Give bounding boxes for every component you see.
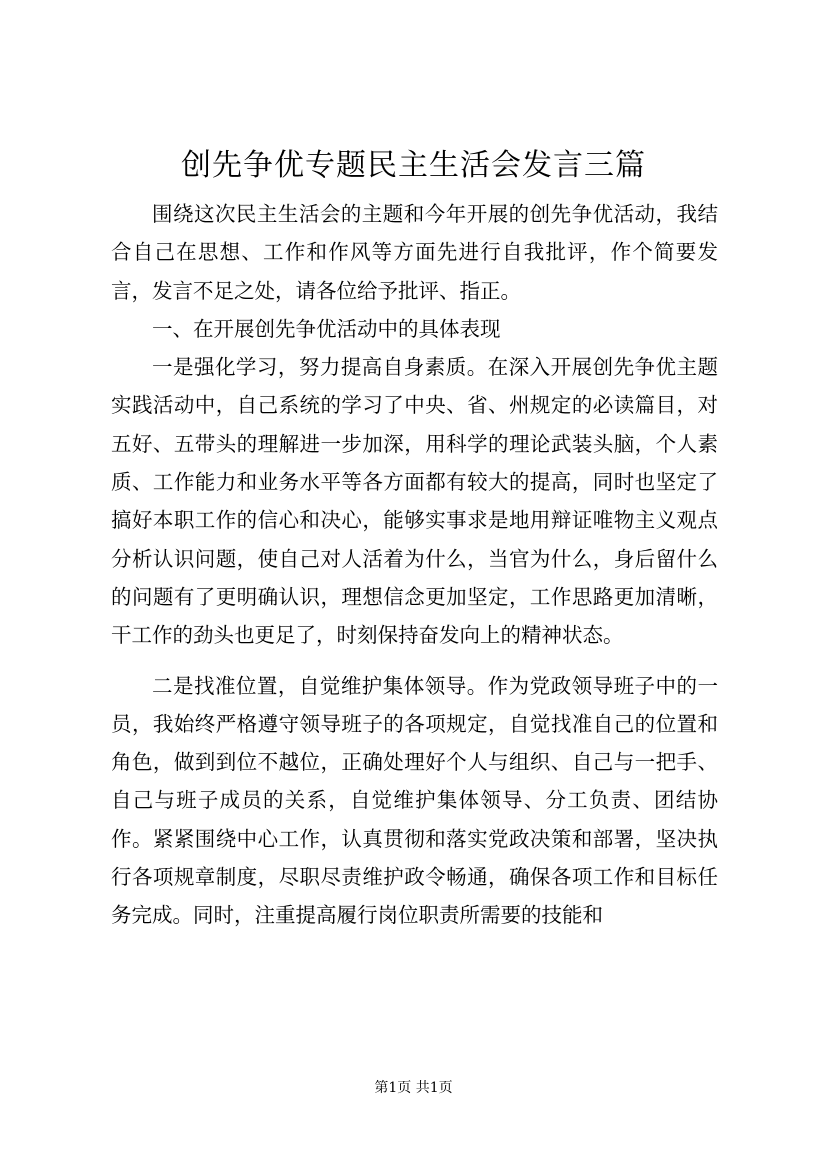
page-footer: 第1页 共1页 bbox=[374, 1080, 453, 1096]
document-body bbox=[111, 195, 718, 935]
document-title: 创先争优专题民主生活会发言三篇 bbox=[181, 148, 646, 183]
paragraph-gap bbox=[111, 655, 718, 667]
paragraph-intro: 围绕这次民主生活会的主题和今年开展的创先争优活动，我结合自己在思想、工作和作风等方面先进行自我批评，作个简要发言，发言不足之处，请各位给予批评、指正。 bbox=[111, 202, 718, 303]
section-heading: 一、在开展创先争优活动中的具体表现 bbox=[152, 316, 501, 341]
paragraph-position: 二是找准位置，自觉维护集体领导。作为党政领导班子中的一员，我始终严格遵守领导班子的各项规定，自觉找准自己的位置和角色，做到到位不越位，正确处理好个人与组织、自己与一把手、自己与班子成员的关系，自觉维护集体领导、分工负责、团结协作。紧紧围绕中心工作，认真贯彻和落实党政决策和部署，坚决执行各项规章制度，尽职尽责维护政令畅通，确保各项工作和目标任务完成。同时，注重提高履行岗位职责所需要的技能和 bbox=[111, 673, 718, 928]
paragraph-study: 一是强化学习，努力提高自身素质。在深入开展创先争优主题实践活动中，自己系统的学习了中央、省、州规定的必读篇目，对五好、五带头的理解进一步加深，用科学的理论武装头脑，个人素质、工作能力和业务水平等各方面都有较大的提高，同时也坚定了搞好本职工作的信心和决心，能够实事求是地用辩证唯物主义观点分析认识问题，使自己对人活着为什么，当官为什么，身后留什么的问题有了更明确认识，理想信念更加坚定，工作思路更加清晰，干工作的劲头也更足了，时刻保持奋发向上的精神状态。 bbox=[111, 355, 718, 648]
